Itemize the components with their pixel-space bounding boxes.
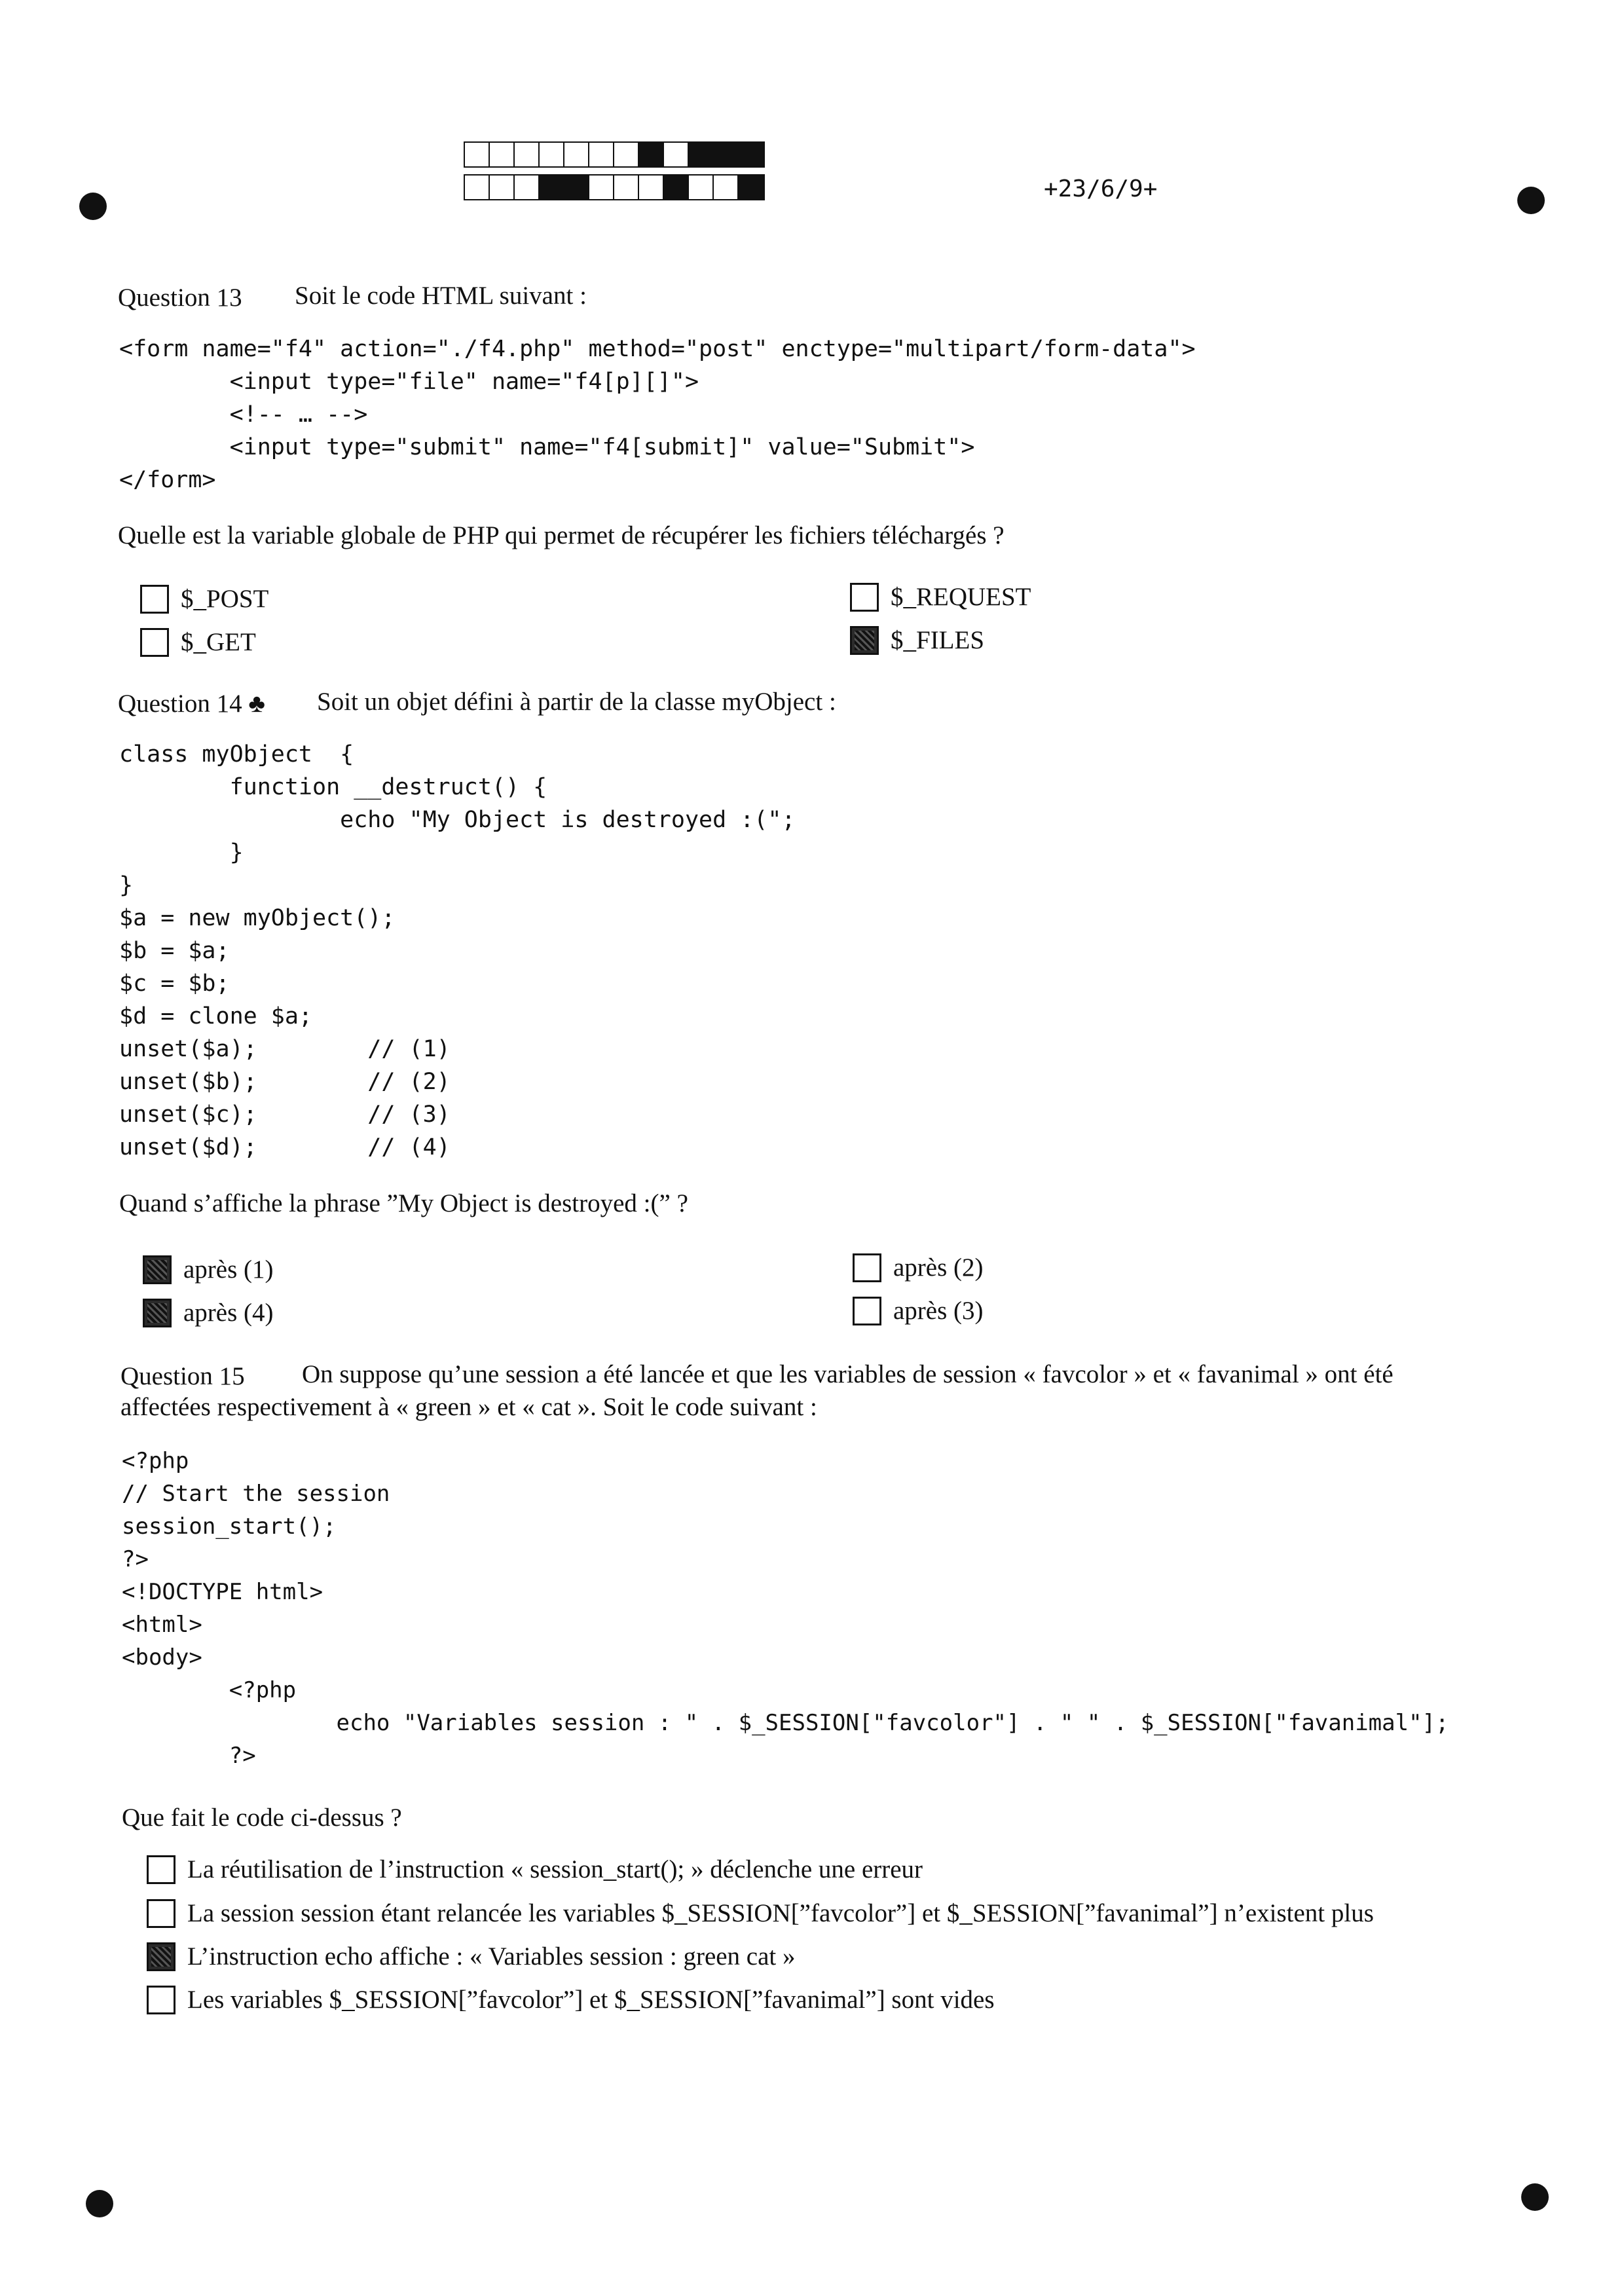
q13-option-post-checkbox[interactable] [140, 585, 169, 614]
question-14-label: Question 14 ♣ [118, 690, 265, 718]
q15-option-c-checkbox[interactable] [147, 1942, 175, 1971]
registration-mark-bottom-right [1521, 2183, 1549, 2211]
barcode-cell [490, 176, 515, 199]
barcode-cell [664, 143, 689, 166]
question-13-prompt: Quelle est la variable globale de PHP qui permet de récupérer les fichiers téléchargés ? [118, 521, 1005, 549]
q14-option-after-2-checkbox[interactable] [853, 1253, 881, 1282]
q13-option-files-label: $_FILES [891, 626, 985, 654]
q13-option-post[interactable] [140, 584, 268, 614]
barcode-cell [614, 176, 639, 199]
registration-mark-top-left [79, 193, 107, 220]
barcode-cell [614, 143, 639, 166]
question-13-code: <form name="f4" action="./f4.php" method="post" enctype="multipart/form-data"> <input type="file" name="f4[p][]"> <!-- … --> <input type="submit" name="f4[submit]" value="Submit"> </form> [119, 336, 1196, 493]
sheet-barcode-row-2 [464, 174, 765, 200]
q14-option-after-1[interactable] [143, 1255, 274, 1284]
barcode-cell [689, 143, 714, 166]
q14-option-after-4[interactable] [143, 1298, 274, 1327]
barcode-cell [564, 143, 589, 166]
barcode-cell [465, 176, 490, 199]
barcode-cell [540, 143, 564, 166]
q15-option-a[interactable] [147, 1855, 923, 1884]
barcode-cell [465, 143, 490, 166]
barcode-cell [515, 176, 540, 199]
q15-option-d-label: Les variables $_SESSION[”favcolor”] et $_SESSION[”favanimal”] sont vides [187, 1986, 995, 2014]
q15-option-b-label: La session session étant relancée les variables $_SESSION[”favcolor”] et $_SESSION[”favanimal”] n’existent plus [187, 1899, 1374, 1927]
q14-option-after-1-checkbox[interactable] [143, 1255, 172, 1284]
barcode-cell [714, 176, 739, 199]
q13-option-request-label: $_REQUEST [891, 583, 1031, 611]
q14-option-after-1-label: après (1) [183, 1255, 274, 1284]
q13-option-request[interactable] [850, 582, 1031, 612]
barcode-cell [739, 143, 764, 166]
barcode-cell [564, 176, 589, 199]
sheet-barcode-row-1 [464, 141, 765, 168]
barcode-cell [714, 143, 739, 166]
q15-option-b[interactable] [147, 1898, 1374, 1928]
barcode-cell [664, 176, 689, 199]
barcode-cell [589, 143, 614, 166]
q15-option-c-label: L’instruction echo affiche : « Variables session : green cat » [187, 1942, 796, 1971]
question-13-label: Question 13 [118, 284, 242, 312]
q13-option-files[interactable] [850, 625, 984, 655]
q13-option-get[interactable] [140, 627, 256, 657]
q15-option-d-checkbox[interactable] [147, 1986, 175, 2014]
q14-option-after-2[interactable] [853, 1253, 984, 1282]
barcode-cell [589, 176, 614, 199]
question-15-intro-line-2: affectées respectivement à « green » et « cat ». Soit le code suivant : [120, 1393, 817, 1421]
question-15-label: Question 15 [120, 1362, 245, 1390]
barcode-cell [515, 143, 540, 166]
barcode-cell [639, 143, 664, 166]
question-14-code: class myObject { function __destruct() { echo "My Object is destroyed :("; } } $a = new myObject(); $b = $a; $c = $b; $d = clone $a; unset($a); // (1) unset($b); // (2) unset($c); // (3) unset($d); // (4) [119, 741, 796, 1160]
q13-option-get-checkbox[interactable] [140, 628, 169, 657]
question-13-intro: Soit le code HTML suivant : [295, 282, 587, 310]
q13-option-request-checkbox[interactable] [850, 583, 879, 612]
q15-option-b-checkbox[interactable] [147, 1899, 175, 1928]
q14-option-after-4-label: après (4) [183, 1299, 274, 1327]
barcode-cell [689, 176, 714, 199]
q15-option-a-label: La réutilisation de l’instruction « session_start(); » déclenche une erreur [187, 1855, 923, 1883]
q15-option-a-checkbox[interactable] [147, 1855, 175, 1884]
q13-option-files-checkbox[interactable] [850, 626, 879, 655]
q15-option-c[interactable] [147, 1942, 796, 1971]
question-14-prompt: Quand s’affiche la phrase ”My Object is destroyed :(” ? [119, 1189, 688, 1217]
sheet-code: +23/6/9+ [1044, 176, 1158, 202]
question-15-prompt: Que fait le code ci-dessus ? [122, 1804, 402, 1832]
q15-option-d[interactable] [147, 1985, 995, 2014]
q14-option-after-3-label: après (3) [893, 1297, 984, 1325]
question-15-intro-line-1: On suppose qu’une session a été lancée et que les variables de session « favcolor » et « favanimal » ont été [302, 1360, 1393, 1388]
barcode-cell [739, 176, 764, 199]
barcode-cell [540, 176, 564, 199]
q14-option-after-4-checkbox[interactable] [143, 1299, 172, 1327]
q13-option-post-label: $_POST [181, 585, 269, 613]
q14-option-after-3[interactable] [853, 1296, 984, 1325]
question-14-intro: Soit un objet défini à partir de la classe myObject : [317, 688, 836, 716]
q13-option-get-label: $_GET [181, 628, 256, 656]
q14-option-after-2-label: après (2) [893, 1253, 984, 1282]
registration-mark-top-right [1517, 187, 1545, 214]
q14-option-after-3-checkbox[interactable] [853, 1297, 881, 1325]
question-15-code: <?php // Start the session session_start(); ?> <!DOCTYPE html> <html> <body> <?php echo "Variables session : " . $_SESSION["favcolor"] . " " . $_SESSION["favanimal"]; ?> [122, 1448, 1449, 1769]
barcode-cell [639, 176, 664, 199]
registration-mark-bottom-left [86, 2190, 113, 2217]
barcode-cell [490, 143, 515, 166]
